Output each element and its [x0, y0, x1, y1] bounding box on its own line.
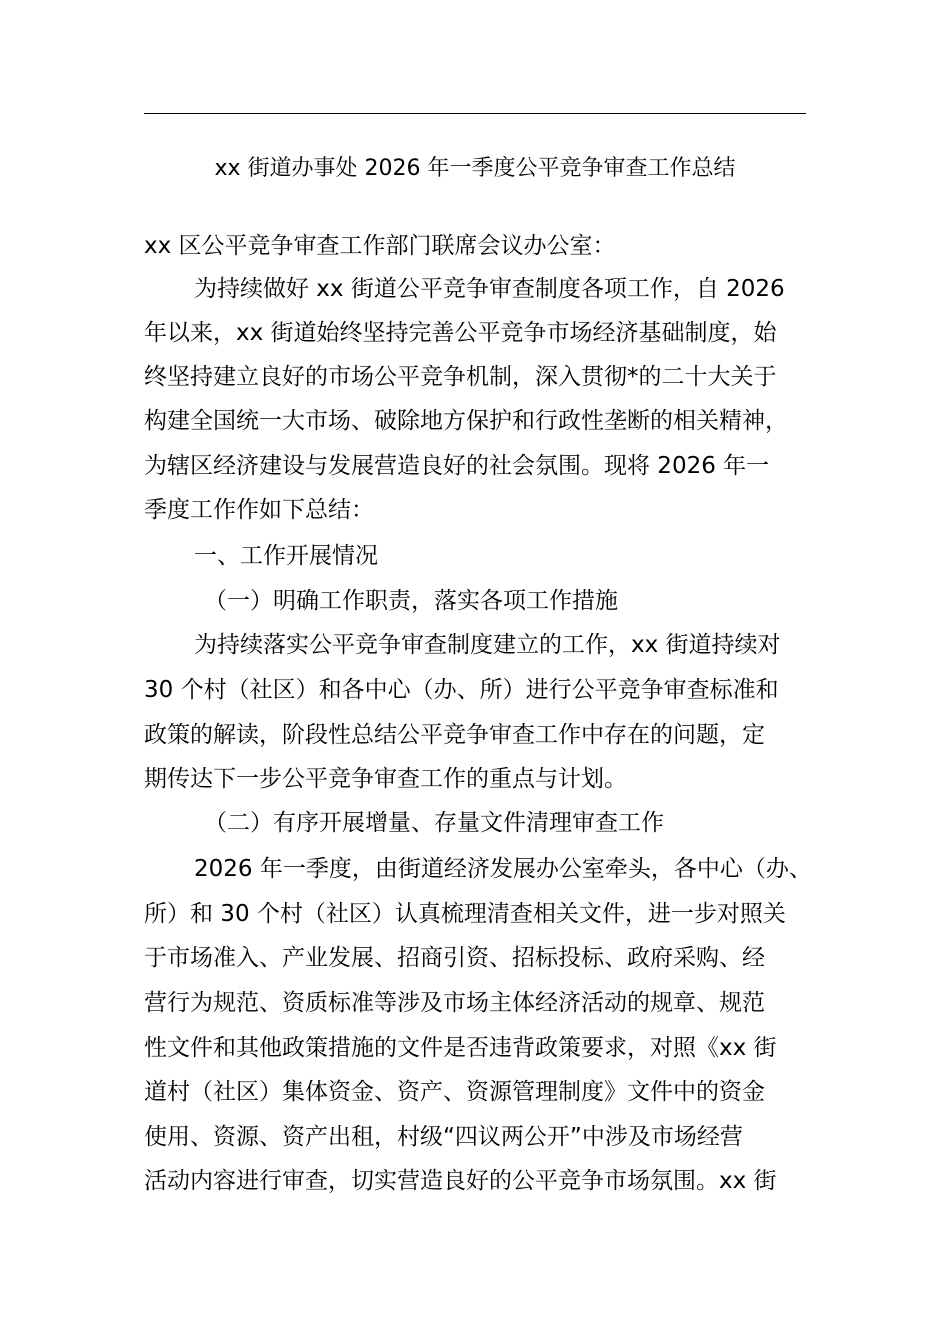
subsection-heading: （二）有序开展增量、存量文件清理审查工作 — [204, 810, 664, 836]
body-line: 营行为规范、资质标准等涉及市场主体经济活动的规章、规范 — [144, 990, 765, 1016]
body-line: 活动内容进行审查，切实营造良好的公平竞争市场氛围。xx 街 — [144, 1168, 777, 1194]
body-line: 性文件和其他政策措施的文件是否违背政策要求，对照《xx 街 — [144, 1035, 777, 1061]
intro-line: 终坚持建立良好的市场公平竞争机制，深入贯彻*的二十大关于 — [144, 364, 777, 390]
body-line: 道村（社区）集体资金、资产、资源管理制度》文件中的资金 — [144, 1079, 765, 1105]
body-line: 期传达下一步公平竞争审查工作的重点与计划。 — [144, 766, 627, 792]
intro-line: 为辖区经济建设与发展营造良好的社会氛围。现将 2026 年一 — [144, 453, 770, 479]
intro-line: 季度工作作如下总结： — [144, 497, 374, 523]
body-line: 2026 年一季度，由街道经济发展办公室牵头，各中心（办、 — [194, 856, 812, 882]
body-line: 于市场准入、产业发展、招商引资、招标投标、政府采购、经 — [144, 945, 765, 971]
body-line: 30 个村（社区）和各中心（办、所）进行公平竞争审查标准和 — [144, 677, 779, 703]
subsection-heading: （一）明确工作职责，落实各项工作措施 — [204, 588, 618, 614]
addressee: xx 区公平竞争审查工作部门联席会议办公室： — [144, 233, 616, 259]
body-line: 使用、资源、资产出租，村级“四议两公开”中涉及市场经营 — [144, 1124, 743, 1150]
header-rule — [144, 113, 806, 114]
document-title: xx 街道办事处 2026 年一季度公平竞争审查工作总结 — [214, 156, 736, 181]
intro-line: 构建全国统一大市场、破除地方保护和行政性垄断的相关精神， — [144, 408, 788, 434]
intro-line: 年以来，xx 街道始终坚持完善公平竞争市场经济基础制度，始 — [144, 320, 777, 346]
body-line: 为持续落实公平竞争审查制度建立的工作，xx 街道持续对 — [194, 632, 781, 658]
body-line: 所）和 30 个村（社区）认真梳理清查相关文件，进一步对照关 — [144, 901, 786, 927]
body-line: 政策的解读，阶段性总结公平竞争审查工作中存在的问题，定 — [144, 722, 765, 748]
section-heading: 一、工作开展情况 — [194, 543, 378, 569]
intro-line: 为持续做好 xx 街道公平竞争审查制度各项工作，自 2026 — [194, 276, 785, 302]
